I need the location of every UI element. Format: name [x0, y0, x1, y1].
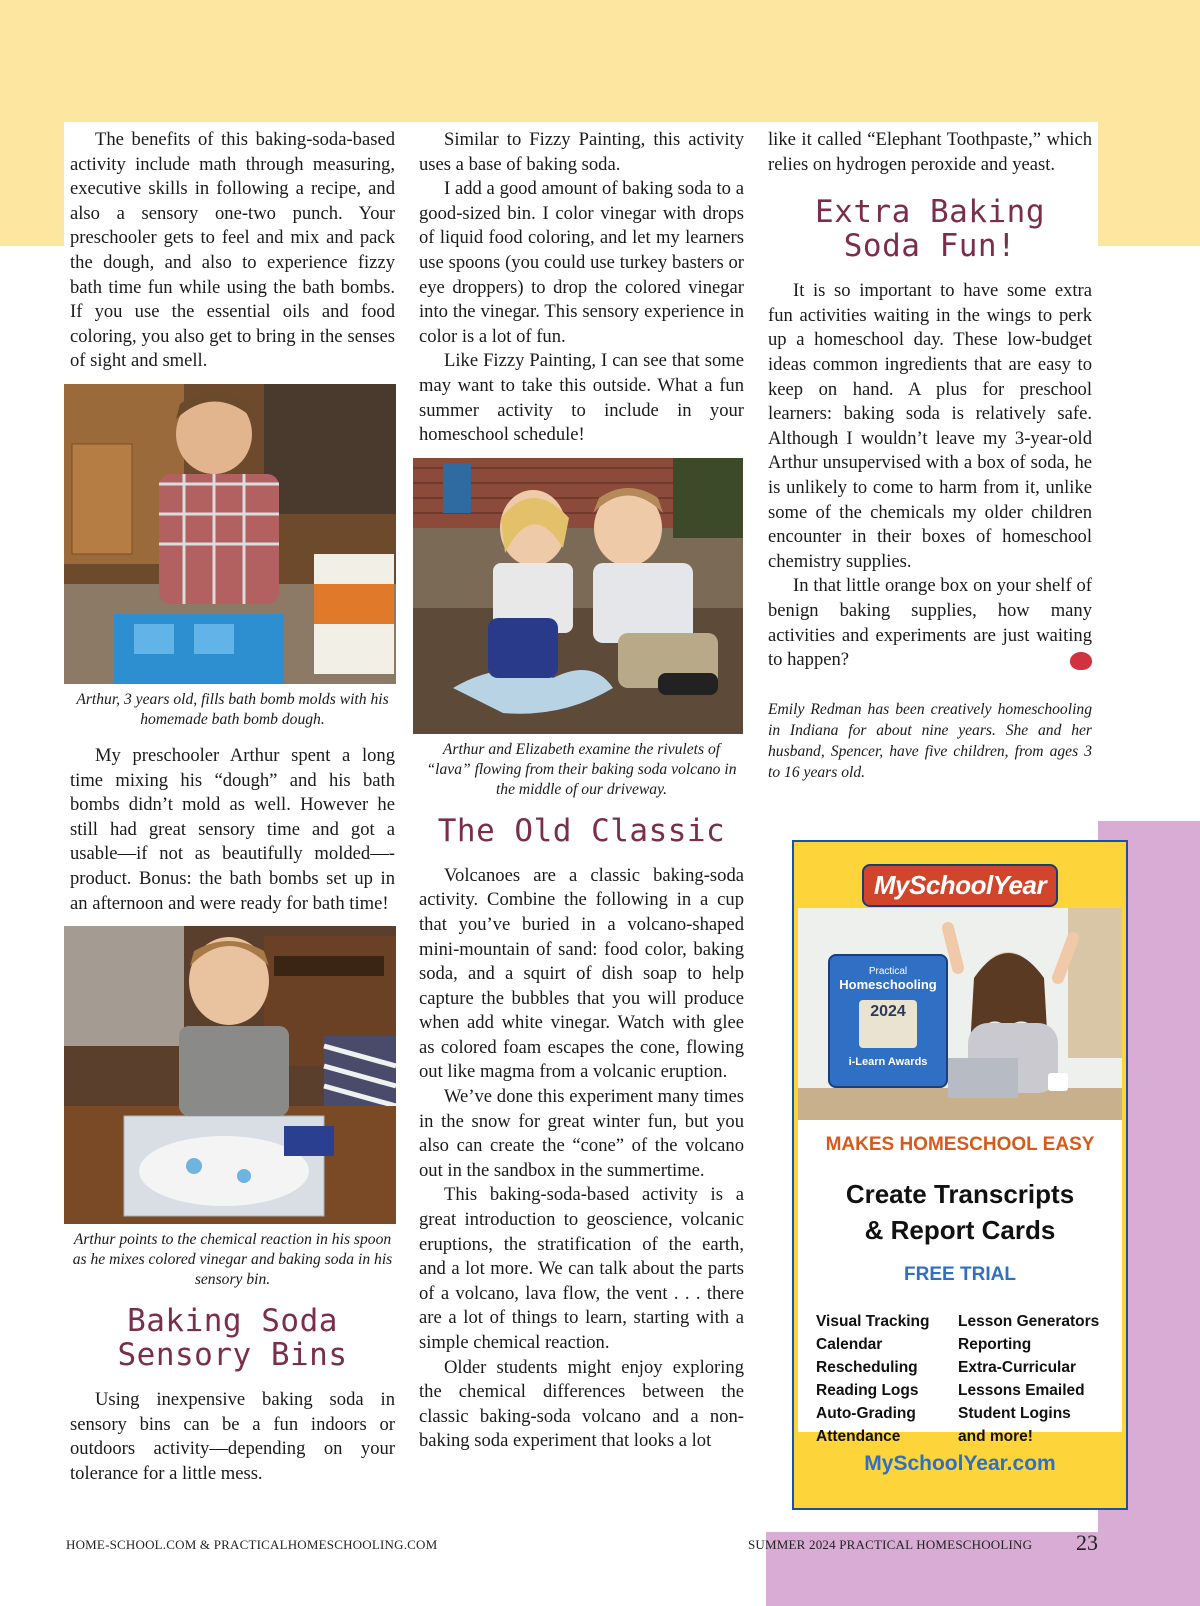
end-mark-heart-icon: PHS [1070, 652, 1092, 670]
ad-logo-text: MySchoolYear [862, 864, 1058, 907]
author-bio: Emily Redman has been creatively homeschooling in Indiana for about nine years. She and her husband, Spencer, have five children, from ages 3 to 16 years old. [768, 700, 1092, 781]
section-heading-old-classic: The Old Classic [437, 812, 726, 849]
ad-feature-list [816, 1310, 1116, 1448]
col2-paragraph-2: I add a good amount of baking soda to a good-sized bin. I color vinegar with drops of liquid food coloring, and let my learners use spoons (you could use turkey basters or eye droppers) to drop the colored vinegar into the vinegar. This sensory experience in color is a lot of fun. [419, 178, 744, 347]
ad-free-trial[interactable]: FREE TRIAL [904, 1264, 1016, 1285]
ad-headline-line-2: & Report Cards [864, 1215, 1056, 1245]
column-2 [419, 128, 744, 1454]
feature-item: and more! [958, 1428, 1033, 1445]
col1-paragraph-1: The benefits of this baking-soda-based activity include math through measuring, executive skills in following a recipe, and also a sensory one-two punch. Your preschooler gets to feel and mix and pack the dough, and also to experience fizzy bath time fun while using the bath bombs. If you use the essential oils and food coloring, you also get to bring in the senses of sight and smell. [70, 129, 395, 372]
feature-item: Lessons Emailed [958, 1382, 1085, 1399]
photo-caption-1: Arthur, 3 years old, fills bath bomb molds with his homemade bath bomb dough. [76, 690, 389, 728]
photo-bath-bomb-molds [64, 384, 396, 684]
page-number: 23 [1076, 1530, 1098, 1555]
feature-item: Reading Logs [816, 1382, 919, 1399]
feature-item: Lesson Generators [958, 1313, 1100, 1330]
footer-left: HOME-SCHOOL.COM & PRACTICALHOMESCHOOLING.COM [66, 1537, 438, 1552]
photo-caption-3: Arthur and Elizabeth examine the rivulets of “lava” flowing from their baking soda volcano in the middle of our driveway. [426, 740, 737, 798]
col2-paragraph-3: Like Fizzy Painting, I can see that some may want to take this outside. What a fun summer activity to include in your homeschool schedule! [419, 350, 744, 446]
ad-headline [798, 1176, 1122, 1248]
col2-paragraph-1: Similar to Fizzy Painting, this activity uses a base of baking soda. [419, 129, 744, 175]
photo-sensory-bin [64, 926, 396, 1224]
feature-item: Calendar [816, 1336, 883, 1353]
col1-paragraph-3: Using inexpensive baking soda in sensory bins can be a fun indoors or outdoors activity—depending on your tolerance for a little mess. [70, 1389, 395, 1484]
feature-item: Attendance [816, 1428, 901, 1445]
ad-headline-line-1: Create Transcripts [845, 1179, 1075, 1209]
ad-features-right [958, 1310, 1100, 1448]
feature-item: Rescheduling [816, 1359, 918, 1376]
photo-volcano-driveway [413, 458, 743, 734]
ad-photo [798, 908, 1122, 1120]
col2-paragraph-7: Older students might enjoy exploring the chemical differences between the classic baking-soda volcano and a non-baking soda experiment that looks a lot [419, 1356, 744, 1452]
photo-caption-2: Arthur points to the chemical reaction in his spoon as he mixes colored vinegar and baking soda in his sensory bin. [72, 1231, 393, 1289]
col2-paragraph-5: We’ve done this experiment many times in the snow for great winter fun, but you also can create the “cone” of the volcano out in the sandbox in the summertime. [419, 1086, 744, 1181]
column-1 [70, 128, 395, 1486]
feature-item: Reporting [958, 1336, 1032, 1353]
ad-tagline: MAKES HOMESCHOOL EASY [825, 1134, 1095, 1155]
col2-paragraph-6: This baking-soda-based activity is a great introduction to geoscience, volcanic eruptions, the stratification of the earth, and a lot more. We can talk about the parts of a volcano, lava flow, the vent . . . there are a lot of things to learn, starting with a simple chemical reaction. [419, 1184, 744, 1353]
col3-paragraph-1: like it called “Elephant Toothpaste,” which relies on hydrogen peroxide and yeast. [768, 129, 1092, 175]
column-3 [768, 128, 1110, 783]
myschoolyear-advertisement[interactable] [792, 840, 1128, 1510]
section-heading-sensory-bins: Baking Soda Sensory Bins [117, 1303, 348, 1374]
ad-info-panel [798, 1120, 1122, 1445]
ad-features-left [816, 1310, 958, 1448]
feature-item: Auto-Grading [816, 1405, 916, 1422]
badge-line-1: Practical [868, 966, 908, 977]
badge-line-2: Homeschooling [839, 977, 937, 992]
feature-item: Extra-Curricular [958, 1359, 1077, 1376]
col3-paragraph-3 [768, 574, 1110, 672]
section-heading-extra-fun: Extra Baking Soda Fun! [815, 194, 1045, 265]
col3-paragraph-2: It is so important to have some extra fun activities waiting in the wings to perk up a homeschool day. These low-budget ideas common ingredients that are easy to keep on hand. A plus for preschool learners: baking soda is relatively safe. Although I wouldn’t leave my 3-year-old Arthur unsupervised with a box of soda, he is unlikely to come to harm from it, unlike some of the chemicals my older children encounter in their boxes of homeschool chemistry supplies. [768, 280, 1092, 572]
ad-website-link[interactable]: MySchoolYear.com [864, 1452, 1056, 1475]
ad-award-badge [828, 954, 948, 1088]
feature-item: Visual Tracking [816, 1313, 930, 1330]
ad-logo [794, 842, 1126, 908]
badge-line-3: i-Learn Awards [848, 1056, 928, 1068]
feature-item: Student Logins [958, 1405, 1071, 1422]
col1-paragraph-2: My preschooler Arthur spent a long time mixing his “dough” and his bath bombs didn’t mold as well. However he still had great sensory time and got a usable—if not as beautifully molded—-product. Bonus: the bath bombs set up in an afternoon and were ready for bath time! [70, 744, 395, 914]
badge-year: 2024 [859, 1000, 917, 1048]
col2-paragraph-4: Volcanoes are a classic baking-soda activity. Combine the following in a cup that you’ve buried in a volcano-shaped mini-mountain of sand: food color, baking soda, and a squirt of dish soap to help capture the bubbles that you will produce when add white vinegar. Watch with glee as colored foam escapes the cone, flowing out like magma from a volcanic eruption. [419, 864, 744, 1083]
footer-right: SUMMER 2024 PRACTICAL HOMESCHOOLING [748, 1537, 1033, 1552]
col3-paragraph-3-text: In that little orange box on your shelf of benign baking supplies, how many activities and experiments are just waiting to happen? [768, 575, 1092, 671]
